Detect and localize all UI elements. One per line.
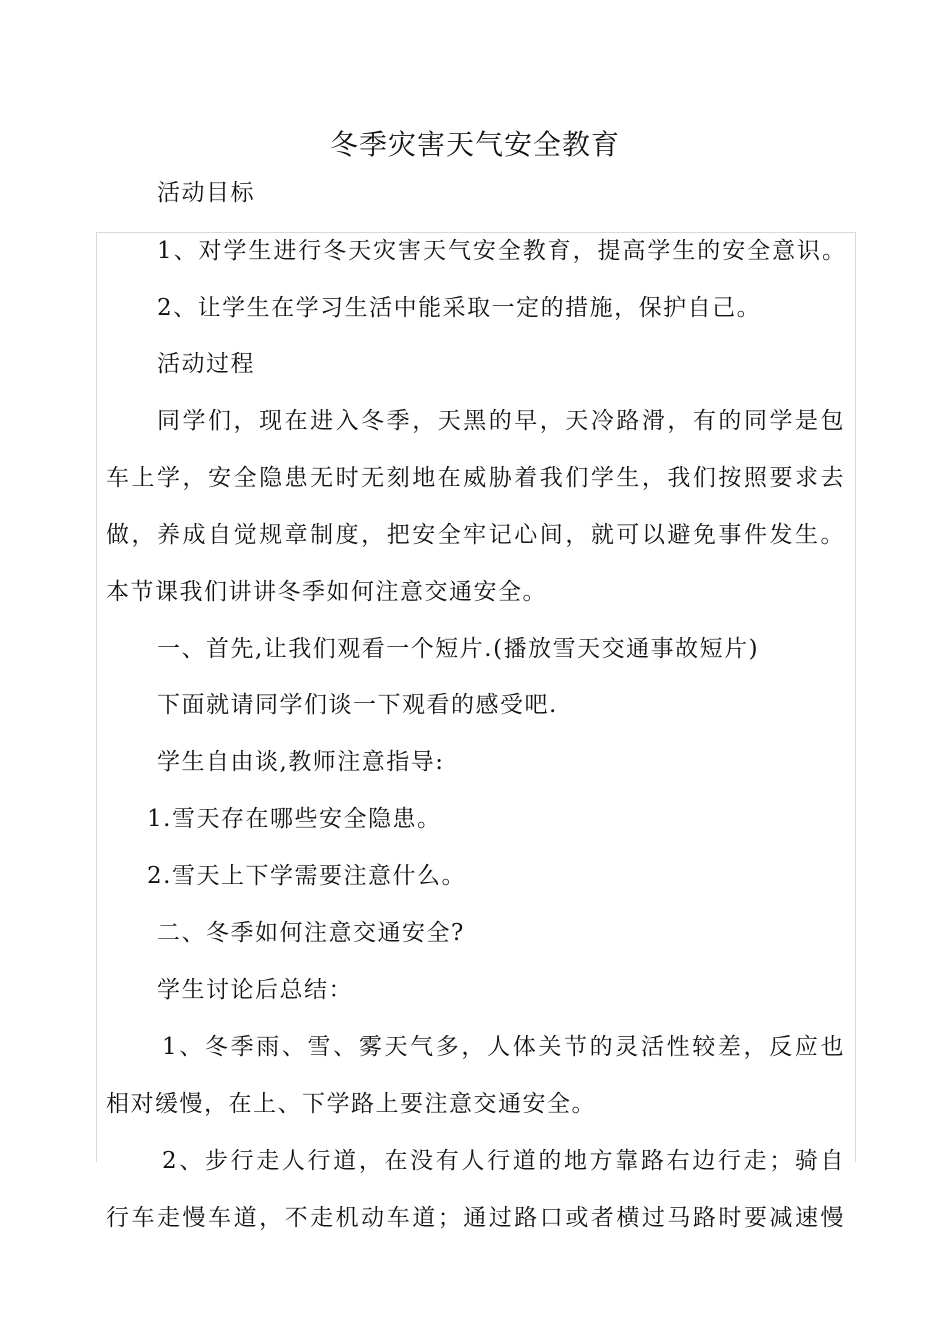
question-1: 1.雪天存在哪些安全隐患。 (147, 806, 442, 832)
point-1-line-1: 1、冬季雨、雪、雾天气多，人体关节的灵活性较差，反应也 (162, 1034, 845, 1060)
intro-paragraph-line-4: 本节课我们讲讲冬季如何注意交通安全。 (106, 579, 547, 605)
step-2-heading: 二、冬季如何注意交通安全? (157, 920, 465, 946)
goal-item-2: 2、让学生在学习生活中能采取一定的措施，保护自己。 (157, 295, 762, 321)
question-2: 2.雪天上下学需要注意什么。 (147, 863, 466, 889)
goal-heading: 活动目标 (157, 180, 255, 206)
point-2-line-1: 2、步行走人行道，在没有人行道的地方靠路右边行走；骑自 (162, 1148, 845, 1174)
point-2-line-2: 行车走慢车道，不走机动车道；通过路口或者横过马路时要减速慢 (106, 1205, 845, 1231)
page-frame-left-line (96, 232, 97, 1162)
point-1-line-2: 相对缓慢，在上、下学路上要注意交通安全。 (106, 1091, 596, 1117)
intro-paragraph-line-2: 车上学，安全隐患无时无刻地在威胁着我们学生，我们按照要求去 (106, 465, 845, 491)
page-frame-top-line (96, 232, 856, 233)
summary-label: 学生讨论后总结： (157, 977, 353, 1003)
page-frame-right-line (855, 232, 856, 1162)
intro-paragraph-line-3: 做，养成自觉规章制度，把安全牢记心间，就可以避免事件发生。 (106, 522, 845, 548)
step-1-heading: 一、首先,让我们观看一个短片.(播放雪天交通事故短片) (157, 636, 760, 662)
step-1-discussion: 下面就请同学们谈一下观看的感受吧. (157, 692, 558, 718)
goal-item-1: 1、对学生进行冬天灾害天气安全教育，提高学生的安全意识。 (157, 238, 845, 264)
process-heading: 活动过程 (157, 351, 255, 377)
step-1-guidance: 学生自由谈,教师注意指导: (157, 749, 445, 775)
intro-paragraph-line-1: 同学们，现在进入冬季，天黑的早，天冷路滑，有的同学是包 (157, 408, 845, 434)
document-title: 冬季灾害天气安全教育 (329, 128, 620, 161)
